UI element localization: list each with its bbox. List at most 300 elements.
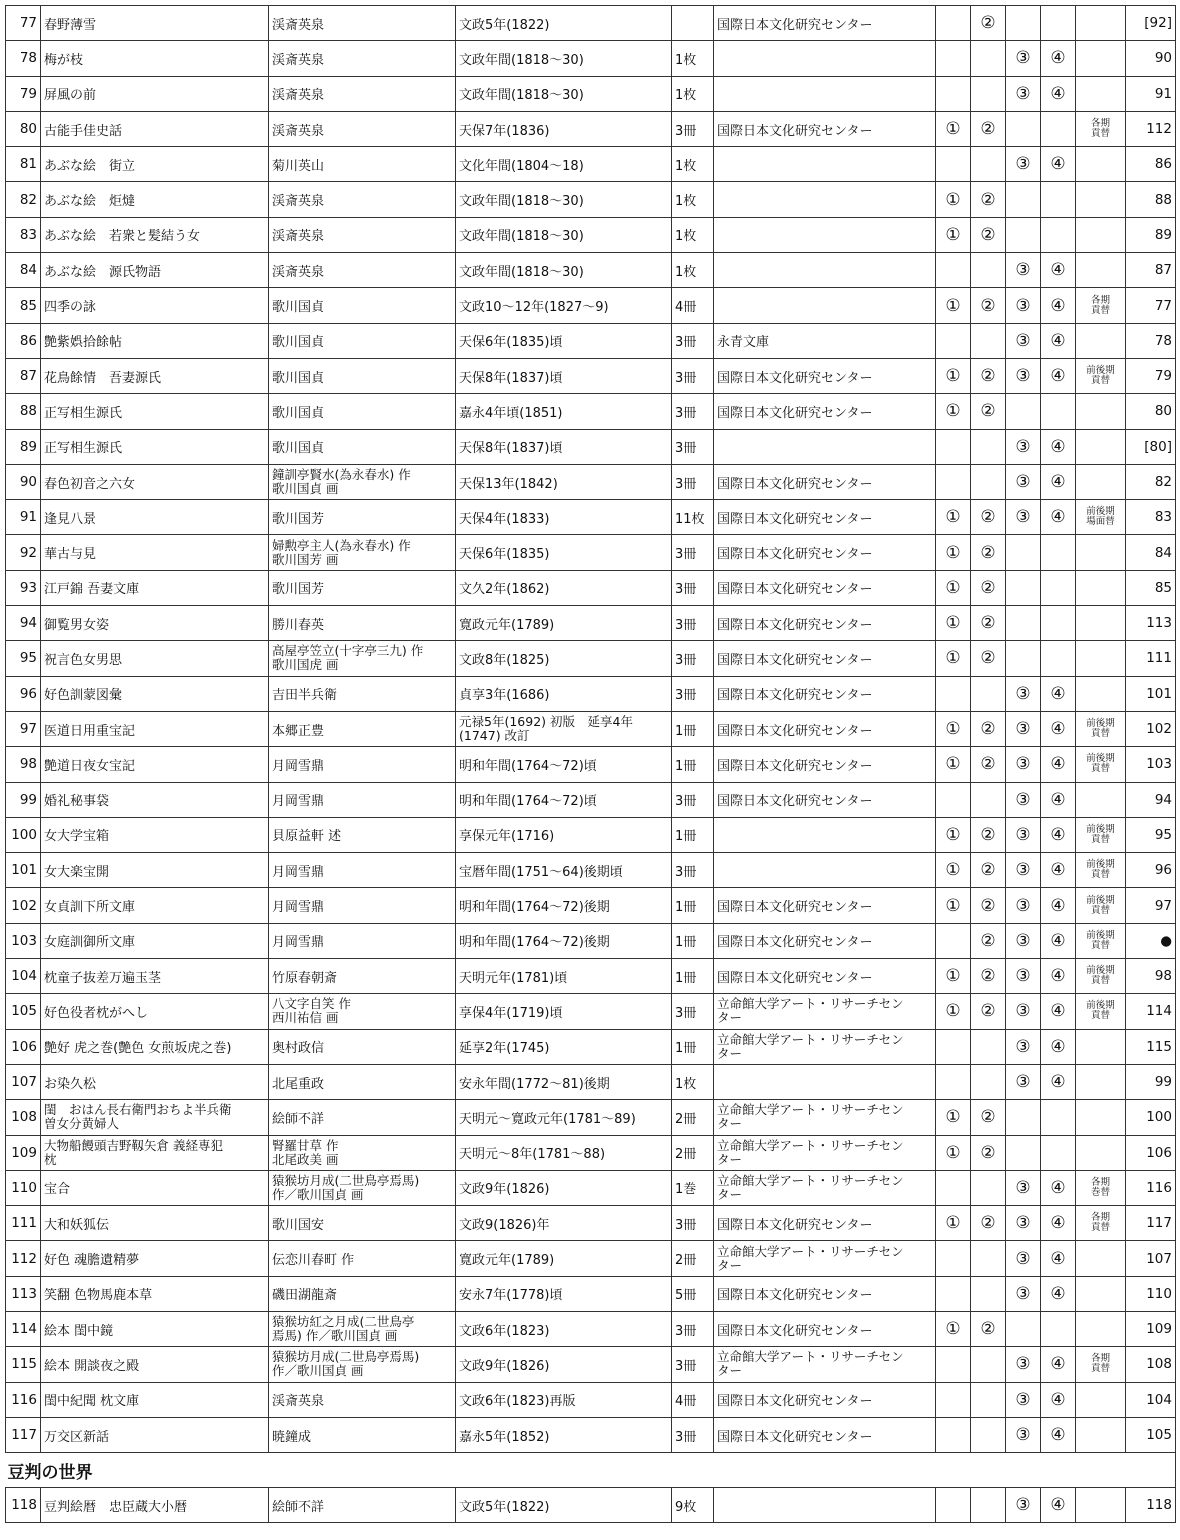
table-row (6, 994, 1176, 1029)
catalog-page-ref: 103 (1126, 747, 1176, 782)
entry-artist: 竹原春朝斎 (269, 959, 456, 994)
period-1-mark: ① (936, 959, 971, 994)
period-2-mark: ② (971, 923, 1006, 958)
rotation-note (1076, 76, 1126, 111)
table-row (6, 182, 1176, 217)
catalog-page-ref: 77 (1126, 288, 1176, 323)
entry-title: 万交区新話 (41, 1417, 269, 1452)
entry-artist: 渓斎英泉 (269, 111, 456, 146)
entry-title: 好色 魂膽遺精夢 (41, 1241, 269, 1276)
entry-number: 113 (6, 1276, 41, 1311)
period-3-mark (1006, 111, 1041, 146)
catalog-page-ref: 100 (1126, 1100, 1176, 1135)
period-1-mark (936, 464, 971, 499)
period-3-mark (1006, 606, 1041, 641)
entry-artist: 渓斎英泉 (269, 76, 456, 111)
entry-title: 好色役者枕がへし (41, 994, 269, 1029)
entry-date: 明和年間(1764～72)頃 (456, 747, 672, 782)
catalog-page-ref: 91 (1126, 76, 1176, 111)
entry-quantity: 1枚 (672, 253, 714, 288)
catalog-page-ref: 108 (1126, 1347, 1176, 1382)
rotation-note (1076, 1276, 1126, 1311)
table-row (6, 111, 1176, 146)
entry-artist: 歌川国芳 (269, 500, 456, 535)
period-1-mark: ① (936, 1100, 971, 1135)
period-3-mark (1006, 217, 1041, 252)
catalog-page-ref: 114 (1126, 994, 1176, 1029)
entry-artist: 渓斎英泉 (269, 41, 456, 76)
entry-date: 天保8年(1837)頃 (456, 429, 672, 464)
entry-quantity: 3冊 (672, 111, 714, 146)
rotation-note: 前後期 貢替 (1076, 747, 1126, 782)
entry-quantity: 1冊 (672, 747, 714, 782)
table-row (6, 1064, 1176, 1099)
entry-quantity: 1枚 (672, 217, 714, 252)
period-2-mark: ② (971, 535, 1006, 570)
period-1-mark (936, 1417, 971, 1452)
entry-owner (714, 182, 936, 217)
rotation-note (1076, 570, 1126, 605)
table-row (6, 747, 1176, 782)
entry-number: 110 (6, 1170, 41, 1205)
catalog-page-ref: 94 (1126, 782, 1176, 817)
entry-owner (714, 429, 936, 464)
period-4-mark: ④ (1041, 1170, 1076, 1205)
period-1-mark: ① (936, 641, 971, 676)
entry-date: 文政9(1826)年 (456, 1206, 672, 1241)
entry-number: 80 (6, 111, 41, 146)
entry-quantity: 1枚 (672, 147, 714, 182)
table-row (6, 923, 1176, 958)
catalog-page-ref: 79 (1126, 358, 1176, 393)
entry-quantity: 11枚 (672, 500, 714, 535)
entry-quantity: 3冊 (672, 394, 714, 429)
table-row (6, 1241, 1176, 1276)
entry-number: 79 (6, 76, 41, 111)
period-2-mark: ② (971, 747, 1006, 782)
entry-title: 女庭訓御所文庫 (41, 923, 269, 958)
entry-date: 文政年間(1818～30) (456, 217, 672, 252)
entry-title: 閨 おはん長右衛門おちよ半兵衛 曽女分黄婦人 (41, 1100, 269, 1135)
entry-owner: 立命館大学アート・リサーチセン ター (714, 994, 936, 1029)
rotation-note (1076, 1382, 1126, 1417)
entry-quantity: 2冊 (672, 1135, 714, 1170)
catalog-page-ref: 97 (1126, 888, 1176, 923)
entry-artist: 渓斎英泉 (269, 1382, 456, 1417)
table-row (6, 1382, 1176, 1417)
rotation-note: 前後期 貢替 (1076, 711, 1126, 746)
period-4-mark: ④ (1041, 429, 1076, 464)
period-4-mark (1041, 641, 1076, 676)
period-3-mark (1006, 1311, 1041, 1346)
rotation-note (1076, 641, 1126, 676)
period-3-mark: ③ (1006, 1347, 1041, 1382)
entry-artist: 歌川国芳 (269, 570, 456, 605)
entry-quantity: 1冊 (672, 711, 714, 746)
rotation-note (1076, 1417, 1126, 1452)
period-4-mark: ④ (1041, 464, 1076, 499)
table-row (6, 1100, 1176, 1135)
entry-number: 117 (6, 1417, 41, 1452)
period-1-mark (936, 1347, 971, 1382)
period-4-mark: ④ (1041, 747, 1076, 782)
table-row (6, 1029, 1176, 1064)
period-2-mark (971, 1417, 1006, 1452)
table-row (6, 358, 1176, 393)
entry-owner: 国際日本文化研究センター (714, 1382, 936, 1417)
entry-quantity: 3冊 (672, 1417, 714, 1452)
entry-number: 85 (6, 288, 41, 323)
rotation-note (1076, 1100, 1126, 1135)
period-4-mark: ④ (1041, 500, 1076, 535)
entry-date: 嘉永4年頃(1851) (456, 394, 672, 429)
entry-owner (714, 253, 936, 288)
period-2-mark: ② (971, 394, 1006, 429)
entry-quantity: 1冊 (672, 923, 714, 958)
period-2-mark (971, 1029, 1006, 1064)
entry-date: 文政5年(1822) (456, 6, 672, 41)
period-1-mark: ① (936, 994, 971, 1029)
period-3-mark: ③ (1006, 1417, 1041, 1452)
entry-number: 83 (6, 217, 41, 252)
period-4-mark: ④ (1041, 853, 1076, 888)
entry-artist: 絵師不詳 (269, 1488, 456, 1523)
entry-title: 祝言色女男思 (41, 641, 269, 676)
entry-artist: 本郷正豊 (269, 711, 456, 746)
entry-owner: 国際日本文化研究センター (714, 782, 936, 817)
period-4-mark (1041, 1135, 1076, 1170)
period-4-mark: ④ (1041, 1064, 1076, 1099)
period-4-mark: ④ (1041, 358, 1076, 393)
entry-artist: 歌川国安 (269, 1206, 456, 1241)
entry-owner: 永青文庫 (714, 323, 936, 358)
rotation-note: 前後期 貢替 (1076, 959, 1126, 994)
period-1-mark: ① (936, 182, 971, 217)
period-3-mark: ③ (1006, 1276, 1041, 1311)
rotation-note (1076, 535, 1126, 570)
entry-date: 文政5年(1822) (456, 1488, 672, 1523)
entry-title: あぶな絵 街立 (41, 147, 269, 182)
entry-number: 103 (6, 923, 41, 958)
period-4-mark (1041, 217, 1076, 252)
entry-number: 112 (6, 1241, 41, 1276)
rotation-note: 前後期 場面替 (1076, 500, 1126, 535)
table-row (6, 888, 1176, 923)
period-3-mark: ③ (1006, 782, 1041, 817)
entry-date: 天保6年(1835) (456, 535, 672, 570)
rotation-note: 前後期 貢替 (1076, 994, 1126, 1029)
entry-artist: 渓斎英泉 (269, 182, 456, 217)
period-2-mark: ② (971, 6, 1006, 41)
entry-date: 安永年間(1772～81)後期 (456, 1064, 672, 1099)
period-1-mark: ① (936, 1311, 971, 1346)
entry-date: 貞享3年(1686) (456, 676, 672, 711)
period-3-mark: ③ (1006, 288, 1041, 323)
period-2-mark: ② (971, 1311, 1006, 1346)
catalog-page-ref: 102 (1126, 711, 1176, 746)
entry-owner (714, 1064, 936, 1099)
period-3-mark: ③ (1006, 464, 1041, 499)
entry-date: 文政8年(1825) (456, 641, 672, 676)
entry-artist: 歌川国貞 (269, 323, 456, 358)
entry-number: 100 (6, 817, 41, 852)
rotation-note (1076, 394, 1126, 429)
entry-quantity: 4冊 (672, 1382, 714, 1417)
entry-quantity: 1冊 (672, 959, 714, 994)
period-3-mark: ③ (1006, 1206, 1041, 1241)
entry-owner: 国際日本文化研究センター (714, 394, 936, 429)
rotation-note: 前後期 貢替 (1076, 853, 1126, 888)
catalog-page-ref: [92] (1126, 6, 1176, 41)
catalog-page-ref: 95 (1126, 817, 1176, 852)
entry-number: 108 (6, 1100, 41, 1135)
catalog-page-ref: 80 (1126, 394, 1176, 429)
entry-title: あぶな絵 源氏物語 (41, 253, 269, 288)
table-row (6, 464, 1176, 499)
period-2-mark (971, 147, 1006, 182)
period-2-mark (971, 782, 1006, 817)
entry-number: 102 (6, 888, 41, 923)
entry-owner: 国際日本文化研究センター (714, 747, 936, 782)
catalog-page-ref: 90 (1126, 41, 1176, 76)
rotation-note: 各期 巻替 (1076, 1170, 1126, 1205)
entry-number: 81 (6, 147, 41, 182)
period-4-mark: ④ (1041, 253, 1076, 288)
section-spacer (1126, 1453, 1176, 1488)
entry-artist: 月岡雪鼎 (269, 888, 456, 923)
entry-owner: 国際日本文化研究センター (714, 959, 936, 994)
rotation-note: 前後期 貢替 (1076, 923, 1126, 958)
entry-owner (714, 817, 936, 852)
period-2-mark: ② (971, 358, 1006, 393)
period-2-mark: ② (971, 288, 1006, 323)
catalog-page-ref: 86 (1126, 147, 1176, 182)
entry-title: 梅が枝 (41, 41, 269, 76)
table-row (6, 288, 1176, 323)
entry-number: 86 (6, 323, 41, 358)
catalog-page-ref: [80] (1126, 429, 1176, 464)
period-1-mark: ① (936, 500, 971, 535)
period-1-mark: ① (936, 1206, 971, 1241)
entry-owner: 国際日本文化研究センター (714, 464, 936, 499)
entry-title: 医道日用重宝記 (41, 711, 269, 746)
entry-number: 77 (6, 6, 41, 41)
catalog-page-ref: 82 (1126, 464, 1176, 499)
rotation-note (1076, 429, 1126, 464)
entry-number: 99 (6, 782, 41, 817)
table-row (6, 535, 1176, 570)
period-1-mark (936, 782, 971, 817)
period-1-mark: ① (936, 888, 971, 923)
period-3-mark: ③ (1006, 1170, 1041, 1205)
entry-quantity: 3冊 (672, 782, 714, 817)
period-1-mark (936, 76, 971, 111)
period-2-mark: ② (971, 817, 1006, 852)
period-4-mark (1041, 394, 1076, 429)
period-3-mark (1006, 1135, 1041, 1170)
entry-artist: 猿猴坊月成(二世鳥亭焉馬) 作／歌川国貞 画 (269, 1170, 456, 1205)
entry-date: 天保13年(1842) (456, 464, 672, 499)
period-1-mark (936, 1488, 971, 1523)
table-row (6, 6, 1176, 41)
period-4-mark (1041, 535, 1076, 570)
period-4-mark: ④ (1041, 1488, 1076, 1523)
entry-date: 天明元～寛政元年(1781～89) (456, 1100, 672, 1135)
entry-owner: 国際日本文化研究センター (714, 606, 936, 641)
entry-owner: 国際日本文化研究センター (714, 923, 936, 958)
entry-title: 古能手佳史話 (41, 111, 269, 146)
table-row (6, 641, 1176, 676)
entry-title: 絵本 開談夜之殿 (41, 1347, 269, 1382)
catalog-page-ref: 104 (1126, 1382, 1176, 1417)
entry-date: 天保4年(1833) (456, 500, 672, 535)
entry-number: 89 (6, 429, 41, 464)
entry-title: 宝合 (41, 1170, 269, 1205)
period-4-mark: ④ (1041, 1276, 1076, 1311)
entry-artist: 歌川国貞 (269, 394, 456, 429)
period-3-mark: ③ (1006, 923, 1041, 958)
period-3-mark: ③ (1006, 323, 1041, 358)
entry-quantity: 3冊 (672, 606, 714, 641)
entry-quantity: 9枚 (672, 1488, 714, 1523)
entry-title: 春野薄雪 (41, 6, 269, 41)
period-2-mark (971, 1241, 1006, 1276)
period-3-mark: ③ (1006, 500, 1041, 535)
entry-quantity: 3冊 (672, 1206, 714, 1241)
table-row (6, 782, 1176, 817)
catalog-page-ref: 106 (1126, 1135, 1176, 1170)
period-3-mark: ③ (1006, 1488, 1041, 1523)
period-2-mark: ② (971, 570, 1006, 605)
entry-number: 82 (6, 182, 41, 217)
period-4-mark: ④ (1041, 782, 1076, 817)
entry-artist: 月岡雪鼎 (269, 853, 456, 888)
catalog-page-ref: 78 (1126, 323, 1176, 358)
entry-date: 文政6年(1823)再版 (456, 1382, 672, 1417)
entry-title: 春色初音之六女 (41, 464, 269, 499)
entry-quantity: 3冊 (672, 1347, 714, 1382)
entry-date: 文政年間(1818～30) (456, 76, 672, 111)
period-4-mark: ④ (1041, 1241, 1076, 1276)
entry-quantity: 4冊 (672, 288, 714, 323)
catalog-page-ref: 115 (1126, 1029, 1176, 1064)
entry-owner: 国際日本文化研究センター (714, 358, 936, 393)
entry-date: 明和年間(1764～72)頃 (456, 782, 672, 817)
period-4-mark (1041, 6, 1076, 41)
entry-artist: 奥村政信 (269, 1029, 456, 1064)
entry-number: 91 (6, 500, 41, 535)
entry-title: 大物船饅頭吉野靱矢倉 義経専犯 枕 (41, 1135, 269, 1170)
catalog-page-ref: 85 (1126, 570, 1176, 605)
period-2-mark: ② (971, 500, 1006, 535)
period-3-mark: ③ (1006, 817, 1041, 852)
rotation-note (1076, 1029, 1126, 1064)
entry-title: あぶな絵 炬燵 (41, 182, 269, 217)
entry-owner: 国際日本文化研究センター (714, 1206, 936, 1241)
period-4-mark: ④ (1041, 1382, 1076, 1417)
period-2-mark: ② (971, 888, 1006, 923)
period-2-mark (971, 76, 1006, 111)
period-2-mark (971, 1276, 1006, 1311)
period-3-mark: ③ (1006, 676, 1041, 711)
period-3-mark: ③ (1006, 1029, 1041, 1064)
entry-quantity (672, 6, 714, 41)
table-row (6, 429, 1176, 464)
table-row (6, 253, 1176, 288)
period-4-mark: ④ (1041, 959, 1076, 994)
period-2-mark: ② (971, 606, 1006, 641)
entry-number: 104 (6, 959, 41, 994)
entry-owner: 立命館大学アート・リサーチセン ター (714, 1135, 936, 1170)
entry-title: お染久松 (41, 1064, 269, 1099)
period-2-mark: ② (971, 1206, 1006, 1241)
period-2-mark: ② (971, 641, 1006, 676)
period-1-mark (936, 1382, 971, 1417)
table-row (6, 606, 1176, 641)
period-2-mark: ② (971, 217, 1006, 252)
rotation-note: 前後期 貢替 (1076, 358, 1126, 393)
catalog-page-ref: 117 (1126, 1206, 1176, 1241)
table-row (6, 1276, 1176, 1311)
period-4-mark: ④ (1041, 888, 1076, 923)
entry-title: 正写相生源氏 (41, 394, 269, 429)
entry-artist: 歌川国貞 (269, 358, 456, 393)
entry-artist: 伝恋川春町 作 (269, 1241, 456, 1276)
entry-artist: 吉田半兵衛 (269, 676, 456, 711)
table-row (6, 570, 1176, 605)
entry-number: 105 (6, 994, 41, 1029)
entry-number: 101 (6, 853, 41, 888)
entry-artist: 腎羅甘草 作 北尾政美 画 (269, 1135, 456, 1170)
table-row (6, 323, 1176, 358)
entry-owner: 国際日本文化研究センター (714, 1276, 936, 1311)
period-3-mark (1006, 535, 1041, 570)
entry-quantity: 3冊 (672, 358, 714, 393)
entry-quantity: 3冊 (672, 994, 714, 1029)
entry-artist: 絵師不詳 (269, 1100, 456, 1135)
period-4-mark: ④ (1041, 711, 1076, 746)
entry-owner (714, 288, 936, 323)
entry-quantity: 1冊 (672, 888, 714, 923)
entry-number: 93 (6, 570, 41, 605)
period-4-mark: ④ (1041, 994, 1076, 1029)
entry-artist: 渓斎英泉 (269, 253, 456, 288)
entry-title: 絵本 閨中鏡 (41, 1311, 269, 1346)
period-4-mark: ④ (1041, 1029, 1076, 1064)
entry-number: 114 (6, 1311, 41, 1346)
section-header-row (6, 1453, 1176, 1488)
entry-owner (714, 1488, 936, 1523)
entry-date: 文政年間(1818～30) (456, 182, 672, 217)
period-1-mark (936, 1241, 971, 1276)
period-3-mark: ③ (1006, 1241, 1041, 1276)
entry-owner (714, 853, 936, 888)
catalog-page-ref: 118 (1126, 1488, 1176, 1523)
period-2-mark: ② (971, 1135, 1006, 1170)
entry-date: 文政9年(1826) (456, 1347, 672, 1382)
rotation-note (1076, 464, 1126, 499)
entry-quantity: 1枚 (672, 41, 714, 76)
entry-artist: 猿猴坊紅之月成(二世鳥亭 焉馬) 作／歌川国貞 画 (269, 1311, 456, 1346)
period-1-mark: ① (936, 817, 971, 852)
entry-quantity: 3冊 (672, 323, 714, 358)
period-1-mark: ① (936, 711, 971, 746)
period-3-mark: ③ (1006, 147, 1041, 182)
entry-artist: 歌川国貞 (269, 429, 456, 464)
entry-number: 107 (6, 1064, 41, 1099)
entry-title: 艶道日夜女宝記 (41, 747, 269, 782)
period-3-mark (1006, 182, 1041, 217)
